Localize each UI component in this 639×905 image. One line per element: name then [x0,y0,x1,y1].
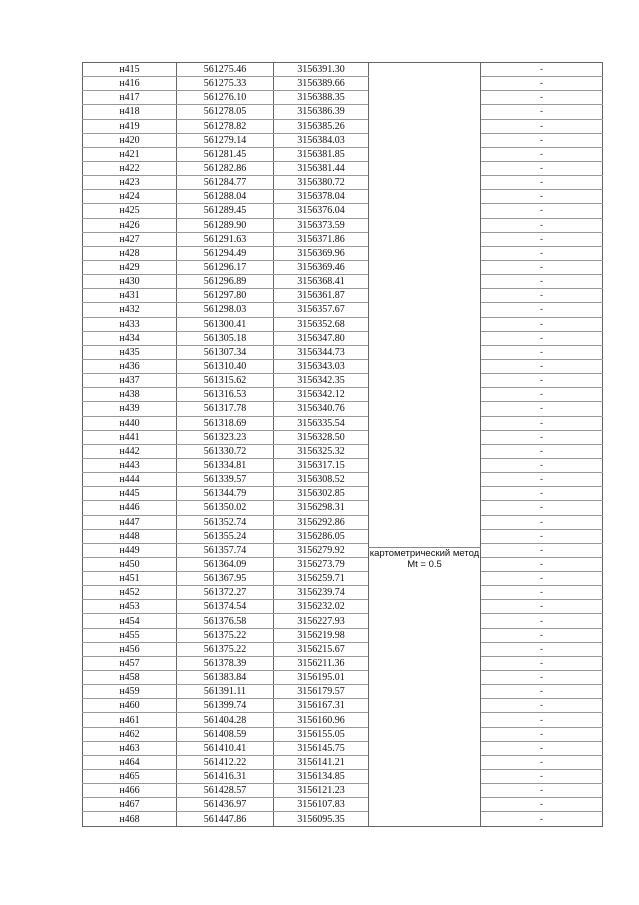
accuracy-dash-cell: - [481,105,603,119]
accuracy-dash-cell: - [481,515,603,529]
point-id-cell: н459 [83,685,177,699]
x-coordinate-cell: 561391.11 [177,685,274,699]
table-row [83,331,603,345]
y-coordinate-cell: 3156179.57 [274,685,369,699]
accuracy-dash-cell: - [481,572,603,586]
accuracy-dash-cell: - [481,289,603,303]
y-coordinate-cell: 3156368.41 [274,275,369,289]
point-id-cell: н457 [83,656,177,670]
y-coordinate-cell: 3156141.21 [274,755,369,769]
y-coordinate-cell: 3156273.79 [274,557,369,571]
point-id-cell: н431 [83,289,177,303]
y-coordinate-cell: 3156376.04 [274,204,369,218]
x-coordinate-cell: 561416.31 [177,770,274,784]
accuracy-dash-cell: - [481,303,603,317]
y-coordinate-cell: 3156347.80 [274,331,369,345]
point-id-cell: н427 [83,232,177,246]
table-row [83,543,603,557]
table-row [83,671,603,685]
accuracy-dash-cell: - [481,458,603,472]
x-coordinate-cell: 561344.79 [177,487,274,501]
accuracy-dash-cell: - [481,190,603,204]
y-coordinate-cell: 3156388.35 [274,91,369,105]
y-coordinate-cell: 3156384.03 [274,133,369,147]
x-coordinate-cell: 561297.80 [177,289,274,303]
y-coordinate-cell: 3156107.83 [274,798,369,812]
point-id-cell: н421 [83,147,177,161]
accuracy-dash-cell: - [481,501,603,515]
table-row [83,260,603,274]
y-coordinate-cell: 3156155.05 [274,727,369,741]
x-coordinate-cell: 561275.33 [177,77,274,91]
table-row [83,755,603,769]
x-coordinate-cell: 561350.02 [177,501,274,515]
y-coordinate-cell: 3156378.04 [274,190,369,204]
table-row [83,232,603,246]
accuracy-dash-cell: - [481,416,603,430]
table-row [83,685,603,699]
accuracy-dash-cell: - [481,600,603,614]
table-row [83,628,603,642]
y-coordinate-cell: 3156219.98 [274,628,369,642]
x-coordinate-cell: 561279.14 [177,133,274,147]
point-id-cell: н462 [83,727,177,741]
x-coordinate-cell: 561318.69 [177,416,274,430]
y-coordinate-cell: 3156369.96 [274,246,369,260]
y-coordinate-cell: 3156292.86 [274,515,369,529]
accuracy-dash-cell: - [481,642,603,656]
point-id-cell: н447 [83,515,177,529]
accuracy-dash-cell: - [481,685,603,699]
x-coordinate-cell: 561300.41 [177,317,274,331]
x-coordinate-cell: 561399.74 [177,699,274,713]
y-coordinate-cell: 3156386.39 [274,105,369,119]
accuracy-dash-cell: - [481,430,603,444]
point-id-cell: н423 [83,176,177,190]
method-cell: картометрический метод Mt = 0.5 [369,63,481,827]
table-row [83,515,603,529]
accuracy-dash-cell: - [481,812,603,826]
point-id-cell: н438 [83,388,177,402]
y-coordinate-cell: 3156134.85 [274,770,369,784]
y-coordinate-cell: 3156352.68 [274,317,369,331]
point-id-cell: н458 [83,671,177,685]
accuracy-dash-cell: - [481,755,603,769]
table-row [83,289,603,303]
accuracy-dash-cell: - [481,63,603,77]
table-row [83,473,603,487]
point-id-cell: н464 [83,755,177,769]
x-coordinate-cell: 561315.62 [177,374,274,388]
accuracy-dash-cell: - [481,614,603,628]
x-coordinate-cell: 561275.46 [177,63,274,77]
table-row [83,586,603,600]
y-coordinate-cell: 3156259.71 [274,572,369,586]
x-coordinate-cell: 561339.57 [177,473,274,487]
accuracy-dash-cell: - [481,529,603,543]
x-coordinate-cell: 561317.78 [177,402,274,416]
table-row [83,388,603,402]
point-id-cell: н467 [83,798,177,812]
accuracy-dash-cell: - [481,557,603,571]
y-coordinate-cell: 3156361.87 [274,289,369,303]
table-row [83,444,603,458]
accuracy-dash-cell: - [481,473,603,487]
table-row [83,416,603,430]
accuracy-dash-cell: - [481,671,603,685]
y-coordinate-cell: 3156145.75 [274,741,369,755]
x-coordinate-cell: 561404.28 [177,713,274,727]
accuracy-dash-cell: - [481,204,603,218]
y-coordinate-cell: 3156195.01 [274,671,369,685]
table-row [83,246,603,260]
x-coordinate-cell: 561294.49 [177,246,274,260]
point-id-cell: н418 [83,105,177,119]
table-row [83,218,603,232]
x-coordinate-cell: 561375.22 [177,628,274,642]
accuracy-dash-cell: - [481,770,603,784]
x-coordinate-cell: 561367.95 [177,572,274,586]
accuracy-dash-cell: - [481,543,603,557]
x-coordinate-cell: 561298.03 [177,303,274,317]
y-coordinate-cell: 3156239.74 [274,586,369,600]
point-id-cell: н442 [83,444,177,458]
point-id-cell: н434 [83,331,177,345]
table-row [83,487,603,501]
point-id-cell: н463 [83,741,177,755]
x-coordinate-cell: 561323.23 [177,430,274,444]
x-coordinate-cell: 561372.27 [177,586,274,600]
accuracy-dash-cell: - [481,798,603,812]
point-id-cell: н451 [83,572,177,586]
x-coordinate-cell: 561378.39 [177,656,274,670]
x-coordinate-cell: 561284.77 [177,176,274,190]
table-row [83,303,603,317]
accuracy-dash-cell: - [481,133,603,147]
point-id-cell: н452 [83,586,177,600]
point-id-cell: н415 [83,63,177,77]
y-coordinate-cell: 3156340.76 [274,402,369,416]
x-coordinate-cell: 561383.84 [177,671,274,685]
point-id-cell: н439 [83,402,177,416]
x-coordinate-cell: 561436.97 [177,798,274,812]
y-coordinate-cell: 3156167.31 [274,699,369,713]
point-id-cell: н425 [83,204,177,218]
y-coordinate-cell: 3156298.31 [274,501,369,515]
y-coordinate-cell: 3156371.86 [274,232,369,246]
point-id-cell: н422 [83,161,177,175]
point-id-cell: н460 [83,699,177,713]
accuracy-dash-cell: - [481,176,603,190]
table-row [83,317,603,331]
accuracy-dash-cell: - [481,487,603,501]
accuracy-dash-cell: - [481,586,603,600]
table-row [83,642,603,656]
accuracy-dash-cell: - [481,628,603,642]
table-row [83,529,603,543]
x-coordinate-cell: 561281.45 [177,147,274,161]
x-coordinate-cell: 561289.45 [177,204,274,218]
y-coordinate-cell: 3156211.36 [274,656,369,670]
accuracy-dash-cell: - [481,345,603,359]
x-coordinate-cell: 561364.09 [177,557,274,571]
x-coordinate-cell: 561447.86 [177,812,274,826]
x-coordinate-cell: 561282.86 [177,161,274,175]
table-row [83,402,603,416]
point-id-cell: н468 [83,812,177,826]
point-id-cell: н440 [83,416,177,430]
point-id-cell: н420 [83,133,177,147]
table-row [83,656,603,670]
table-row [83,614,603,628]
accuracy-dash-cell: - [481,232,603,246]
table-row [83,713,603,727]
table-row [83,798,603,812]
x-coordinate-cell: 561278.05 [177,105,274,119]
accuracy-dash-cell: - [481,388,603,402]
y-coordinate-cell: 3156381.44 [274,161,369,175]
table-row [83,501,603,515]
point-id-cell: н441 [83,430,177,444]
table-row [83,699,603,713]
accuracy-dash-cell: - [481,359,603,373]
table-row [83,784,603,798]
table-row [83,812,603,826]
y-coordinate-cell: 3156325.32 [274,444,369,458]
y-coordinate-cell: 3156335.54 [274,416,369,430]
point-id-cell: н456 [83,642,177,656]
point-id-cell: н465 [83,770,177,784]
y-coordinate-cell: 3156227.93 [274,614,369,628]
y-coordinate-cell: 3156380.72 [274,176,369,190]
accuracy-dash-cell: - [481,699,603,713]
y-coordinate-cell: 3156121.23 [274,784,369,798]
point-id-cell: н444 [83,473,177,487]
table-row [83,176,603,190]
accuracy-dash-cell: - [481,77,603,91]
y-coordinate-cell: 3156308.52 [274,473,369,487]
accuracy-dash-cell: - [481,402,603,416]
x-coordinate-cell: 561330.72 [177,444,274,458]
x-coordinate-cell: 561278.82 [177,119,274,133]
table-row [83,91,603,105]
y-coordinate-cell: 3156160.96 [274,713,369,727]
accuracy-dash-cell: - [481,147,603,161]
x-coordinate-cell: 561276.10 [177,91,274,105]
table-row [83,105,603,119]
table-row [83,741,603,755]
point-id-cell: н453 [83,600,177,614]
table-row [83,190,603,204]
y-coordinate-cell: 3156357.67 [274,303,369,317]
point-id-cell: н466 [83,784,177,798]
x-coordinate-cell: 561334.81 [177,458,274,472]
coordinates-table [82,62,603,827]
point-id-cell: н417 [83,91,177,105]
y-coordinate-cell: 3156317.15 [274,458,369,472]
table-row [83,557,603,571]
x-coordinate-cell: 561375.22 [177,642,274,656]
table-row [83,458,603,472]
y-coordinate-cell: 3156302.85 [274,487,369,501]
x-coordinate-cell: 561408.59 [177,727,274,741]
x-coordinate-cell: 561352.74 [177,515,274,529]
y-coordinate-cell: 3156381.85 [274,147,369,161]
point-id-cell: н449 [83,543,177,557]
table-row [83,727,603,741]
point-id-cell: н435 [83,345,177,359]
y-coordinate-cell: 3156286.05 [274,529,369,543]
point-id-cell: н450 [83,557,177,571]
accuracy-dash-cell: - [481,119,603,133]
point-id-cell: н437 [83,374,177,388]
y-coordinate-cell: 3156232.02 [274,600,369,614]
x-coordinate-cell: 561412.22 [177,755,274,769]
x-coordinate-cell: 561355.24 [177,529,274,543]
accuracy-dash-cell: - [481,317,603,331]
x-coordinate-cell: 561291.63 [177,232,274,246]
x-coordinate-cell: 561305.18 [177,331,274,345]
point-id-cell: н446 [83,501,177,515]
point-id-cell: н419 [83,119,177,133]
y-coordinate-cell: 3156343.03 [274,359,369,373]
x-coordinate-cell: 561410.41 [177,741,274,755]
x-coordinate-cell: 561296.89 [177,275,274,289]
point-id-cell: н448 [83,529,177,543]
y-coordinate-cell: 3156095.35 [274,812,369,826]
y-coordinate-cell: 3156373.59 [274,218,369,232]
table-row [83,572,603,586]
table-row [83,430,603,444]
accuracy-dash-cell: - [481,656,603,670]
table-row [83,133,603,147]
table-row [83,770,603,784]
x-coordinate-cell: 561288.04 [177,190,274,204]
y-coordinate-cell: 3156342.12 [274,388,369,402]
accuracy-dash-cell: - [481,246,603,260]
table-row [83,63,603,77]
accuracy-dash-cell: - [481,260,603,274]
point-id-cell: н455 [83,628,177,642]
point-id-cell: н430 [83,275,177,289]
table-row [83,600,603,614]
y-coordinate-cell: 3156279.92 [274,543,369,557]
table-row [83,204,603,218]
table-row [83,374,603,388]
table-row [83,275,603,289]
point-id-cell: н432 [83,303,177,317]
accuracy-dash-cell: - [481,784,603,798]
x-coordinate-cell: 561428.57 [177,784,274,798]
x-coordinate-cell: 561316.53 [177,388,274,402]
accuracy-dash-cell: - [481,331,603,345]
point-id-cell: н443 [83,458,177,472]
point-id-cell: н424 [83,190,177,204]
table-row [83,119,603,133]
table-row [83,147,603,161]
y-coordinate-cell: 3156369.46 [274,260,369,274]
point-id-cell: н433 [83,317,177,331]
y-coordinate-cell: 3156389.66 [274,77,369,91]
table-row [83,161,603,175]
accuracy-dash-cell: - [481,713,603,727]
x-coordinate-cell: 561296.17 [177,260,274,274]
x-coordinate-cell: 561310.40 [177,359,274,373]
point-id-cell: н454 [83,614,177,628]
y-coordinate-cell: 3156385.26 [274,119,369,133]
table-row [83,359,603,373]
point-id-cell: н428 [83,246,177,260]
table-row [83,345,603,359]
y-coordinate-cell: 3156391.30 [274,63,369,77]
y-coordinate-cell: 3156344.73 [274,345,369,359]
y-coordinate-cell: 3156328.50 [274,430,369,444]
y-coordinate-cell: 3156215.67 [274,642,369,656]
x-coordinate-cell: 561376.58 [177,614,274,628]
point-id-cell: н426 [83,218,177,232]
accuracy-dash-cell: - [481,374,603,388]
accuracy-dash-cell: - [481,444,603,458]
point-id-cell: н436 [83,359,177,373]
table-row [83,77,603,91]
accuracy-dash-cell: - [481,727,603,741]
y-coordinate-cell: 3156342.35 [274,374,369,388]
x-coordinate-cell: 561289.90 [177,218,274,232]
accuracy-dash-cell: - [481,741,603,755]
accuracy-dash-cell: - [481,218,603,232]
point-id-cell: н429 [83,260,177,274]
accuracy-dash-cell: - [481,275,603,289]
x-coordinate-cell: 561374.54 [177,600,274,614]
x-coordinate-cell: 561307.34 [177,345,274,359]
accuracy-dash-cell: - [481,161,603,175]
x-coordinate-cell: 561357.74 [177,543,274,557]
point-id-cell: н416 [83,77,177,91]
point-id-cell: н445 [83,487,177,501]
accuracy-dash-cell: - [481,91,603,105]
stray-line [368,547,481,548]
point-id-cell: н461 [83,713,177,727]
